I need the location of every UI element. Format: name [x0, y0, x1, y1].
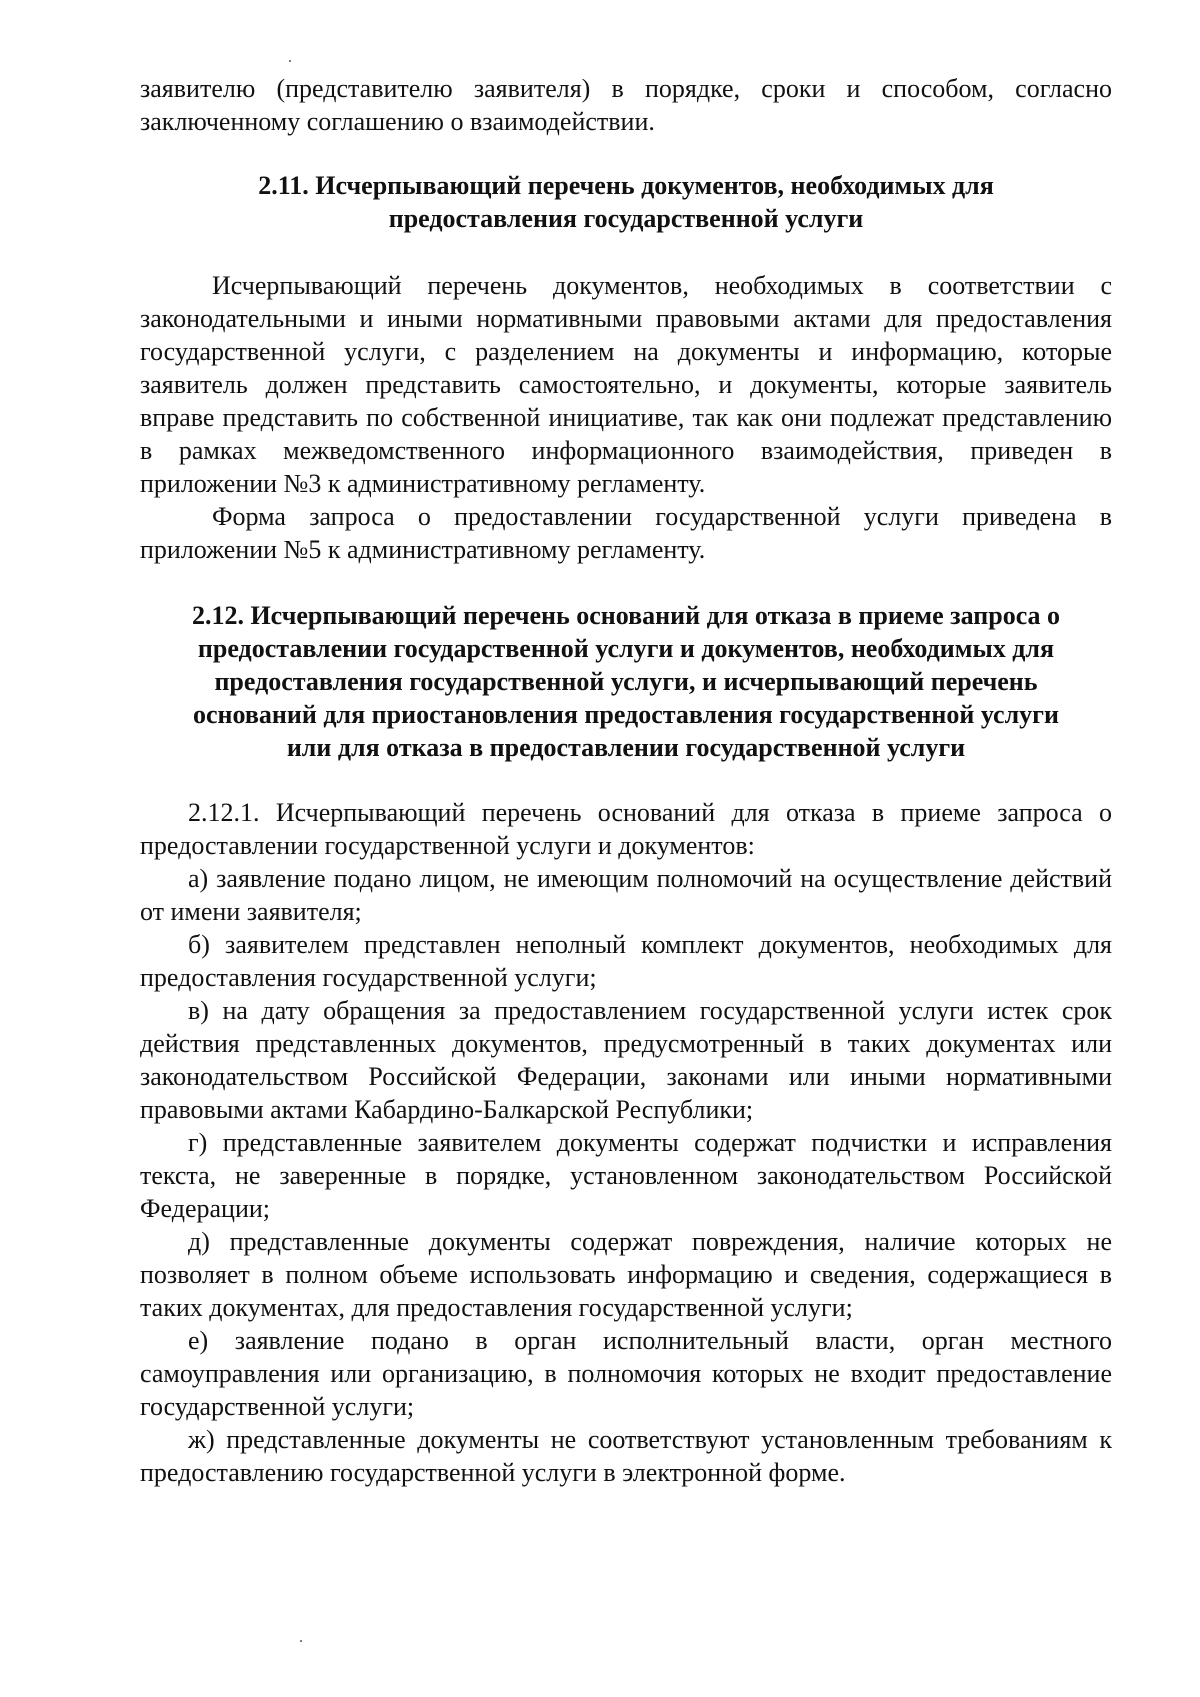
section-2-12-heading-line: предоставлении государственной услуги и документов, необходимых для — [197, 634, 1055, 663]
section-2-12-heading-line: предоставления государственной услуги, и исчерпывающий перечень — [214, 667, 1038, 696]
section-2-11-paragraph: Исчерпывающий перечень документов, необходимых в соответствии с законодательными и иными нормативными правовыми актами для предоставления государственной услуги, с разделением на документы и информацию, которые заявитель должен представить самостоятельно, и документы, которые заявитель вправе представить по собственной инициативе, так как они подлежат представлению в рамках межведомственного информационного взаимодействия, приведен в приложении №3 к административному регламенту. — [140, 271, 1112, 498]
section-2-11-heading-line: предоставления государственной услуги — [388, 204, 864, 233]
scan-speck — [289, 60, 291, 62]
list-item: в) на дату обращения за предоставлением государственной услуги истек срок действия представленных документов, предусмотренный в таких документах или законодательством Российской Федерации, законами или иными нормативными правовыми актами Кабардино-Балкарской Республики; — [140, 996, 1112, 1124]
continuation-paragraph: заявителю (представителю заявителя) в порядке, сроки и способом, согласно заключенному соглашению о взаимодействии. — [140, 74, 1112, 136]
section-2-11-heading — [140, 169, 1112, 235]
section-2-11 — [140, 169, 1112, 566]
list-item: е) заявление подано в орган исполнительный власти, орган местного самоуправления или организацию, в полномочия которых не входит предоставление государственной услуги; — [140, 1326, 1112, 1421]
refusal-grounds-list — [140, 862, 1112, 1489]
section-2-12-1-intro: 2.12.1. Исчерпывающий перечень оснований для отказа в приеме запроса о предоставлении государственной услуги и документов: — [140, 798, 1112, 860]
document-page — [140, 72, 1112, 1489]
list-item: г) представленные заявителем документы содержат подчистки и исправления текста, не заверенные в порядке, установленном законодательством Российской Федерации; — [140, 1128, 1112, 1223]
scan-speck — [300, 1640, 302, 1642]
list-item: ж) представленные документы не соответствуют установленным требованиям к предоставлению государственной услуги в электронной форме. — [140, 1425, 1112, 1487]
list-item: а) заявление подано лицом, не имеющим полномочий на осуществление действий от имени заявителя; — [140, 864, 1112, 926]
list-item: б) заявителем представлен неполный комплект документов, необходимых для предоставления государственной услуги; — [140, 930, 1112, 992]
section-2-12-heading-line: или для отказа в предоставлении государственной услуги — [286, 733, 966, 762]
section-2-12-heading-line: оснований для приостановления предоставления государственной услуги — [193, 700, 1059, 729]
list-item: д) представленные документы содержат повреждения, наличие которых не позволяет в полном объеме использовать информацию и сведения, содержащиеся в таких документах, для предоставления государственной услуги; — [140, 1227, 1112, 1322]
section-2-12 — [140, 599, 1112, 1489]
section-2-11-heading-line: 2.11. Исчерпывающий перечень документов, необходимых для — [258, 171, 994, 200]
section-2-11-paragraph: Форма запроса о предоставлении государственной услуги приведена в приложении №5 к административному регламенту. — [140, 502, 1112, 564]
section-2-12-heading-line: 2.12. Исчерпывающий перечень оснований для отказа в приеме запроса о — [191, 601, 1061, 630]
section-2-12-heading — [140, 599, 1112, 764]
